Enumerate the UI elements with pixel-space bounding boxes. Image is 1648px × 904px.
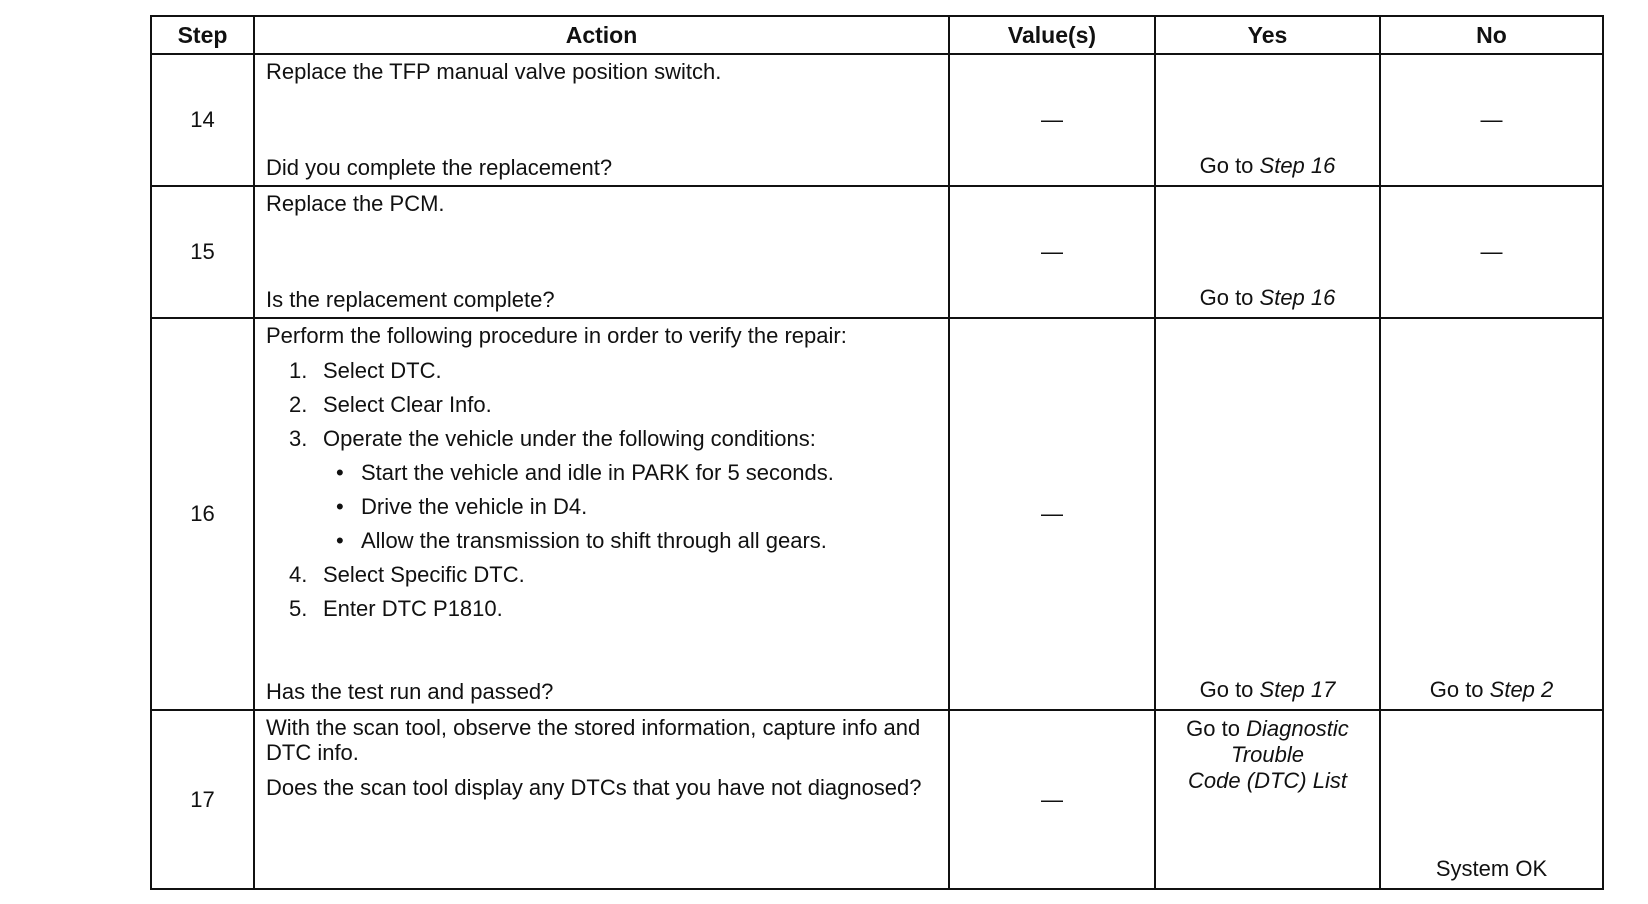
value-cell: — <box>949 54 1155 186</box>
action-question: Has the test run and passed? <box>266 679 554 705</box>
yes-link-line2[interactable]: Trouble <box>1231 742 1304 768</box>
procedure-item: 3. Operate the vehicle under the following conditions: • Start the vehicle and idle in PARK for 5 seconds. • Drive the vehicle in D4. • Allow the transmission to shift through all gears. <box>266 422 938 558</box>
no-cell: — <box>1380 54 1603 186</box>
header-row <box>151 16 1603 54</box>
yes-link-line1[interactable]: Diagnostic <box>1246 716 1349 742</box>
procedure-list <box>266 354 938 626</box>
step-number: 17 <box>151 710 254 889</box>
no-cell <box>1380 318 1603 710</box>
procedure-item: 1. Select DTC. <box>289 358 442 384</box>
no-prefix: Go to <box>1429 677 1490 703</box>
no-step-link[interactable]: Step 2 <box>1489 677 1554 703</box>
action-intro: Perform the following procedure in order to verify the repair: <box>266 323 847 349</box>
diagnostic-table <box>150 15 1604 890</box>
header-no: No <box>1380 16 1603 54</box>
condition-item: • Allow the transmission to shift through all gears. <box>336 528 827 554</box>
yes-step-link[interactable]: Step 16 <box>1259 153 1336 179</box>
action-instruction: Replace the TFP manual valve position switch. <box>266 59 722 84</box>
condition-item: • Drive the vehicle in D4. <box>336 494 588 520</box>
table-row-step-15 <box>151 186 1603 318</box>
yes-prefix: Go to <box>1199 153 1260 179</box>
condition-item: • Start the vehicle and idle in PARK for 5 seconds. <box>336 460 834 486</box>
action-cell <box>254 54 949 186</box>
yes-cell <box>1155 186 1380 318</box>
conditions-list <box>323 456 938 558</box>
step-number: 15 <box>151 186 254 318</box>
yes-cell <box>1155 54 1380 186</box>
no-cell: — <box>1380 186 1603 318</box>
yes-prefix: Go to <box>1199 677 1260 703</box>
procedure-item: 2. Select Clear Info. <box>289 392 492 418</box>
table-row-step-17 <box>151 710 1603 889</box>
no-cell <box>1380 710 1603 889</box>
yes-link-line3[interactable]: Code (DTC) List <box>1188 768 1347 794</box>
yes-step-link[interactable]: Step 17 <box>1259 677 1336 703</box>
action-cell <box>254 318 949 710</box>
step-number: 14 <box>151 54 254 186</box>
header-yes: Yes <box>1155 16 1380 54</box>
header-action: Action <box>254 16 949 54</box>
step-number: 16 <box>151 318 254 710</box>
yes-step-link[interactable]: Step 16 <box>1259 285 1336 311</box>
yes-cell <box>1155 318 1380 710</box>
value-cell: — <box>949 710 1155 889</box>
action-instruction: With the scan tool, observe the stored information, capture info and DTC info. <box>266 715 921 766</box>
yes-prefix: Go to <box>1199 285 1260 311</box>
header-step: Step <box>151 16 254 54</box>
value-cell: — <box>949 186 1155 318</box>
action-instruction: Replace the PCM. <box>266 191 445 217</box>
procedure-item: 4. Select Specific DTC. <box>289 562 525 588</box>
action-question: Does the scan tool display any DTCs that you have not diagnosed? <box>266 775 922 801</box>
yes-cell <box>1155 710 1380 889</box>
table-row-step-16 <box>151 318 1603 710</box>
action-cell <box>254 710 949 889</box>
header-values: Value(s) <box>949 16 1155 54</box>
action-cell <box>254 186 949 318</box>
action-question: Is the replacement complete? <box>266 287 555 313</box>
table-row-step-14 <box>151 54 1603 186</box>
system-ok-text: System OK <box>1435 856 1548 881</box>
yes-prefix: Go to <box>1186 716 1247 742</box>
action-question: Did you complete the replacement? <box>266 155 613 181</box>
procedure-item: 5. Enter DTC P1810. <box>289 596 503 622</box>
value-cell: — <box>949 318 1155 710</box>
